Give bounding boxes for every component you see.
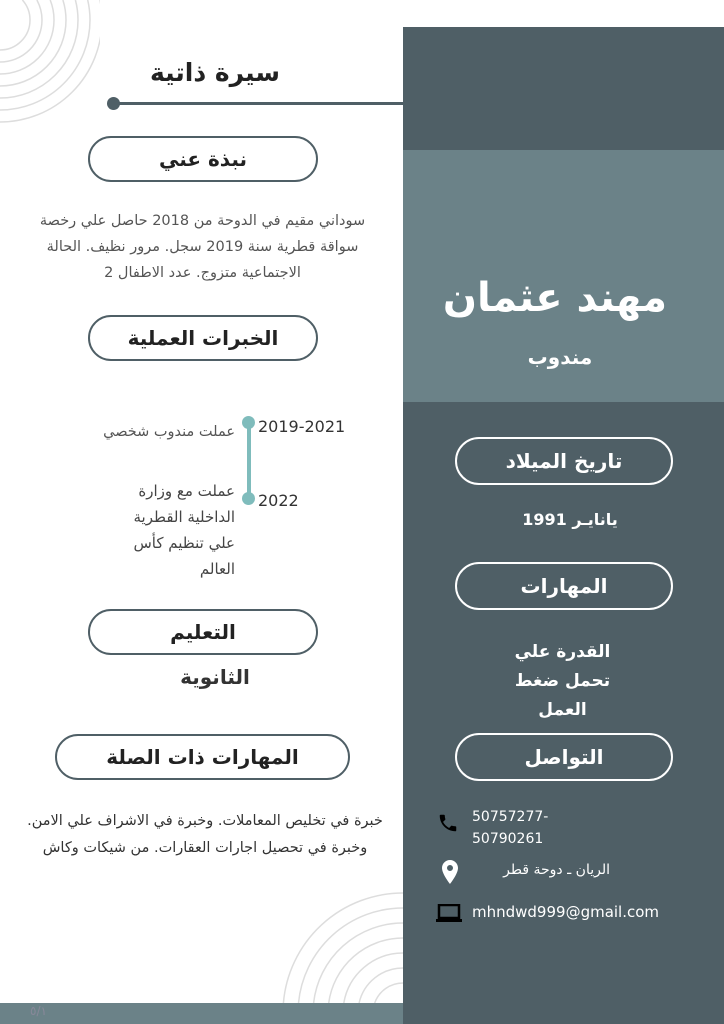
timeline-dot [242, 492, 255, 505]
decorative-arc [0, 0, 90, 110]
decorative-arc [314, 923, 403, 1003]
about-text: سوداني مقيم في الدوحة من 2018 حاصل علي رخصة سواقة قطرية سنة 2019 سجل. مرور نظيف. الحالة الاجتماعية متزوج. عدد الاطفال 2 [39, 213, 366, 281]
related-skills-text: خبرة في تخليص المعاملات. وخبرة في الاشراف علي الامن. وخبرة في تحصيل اجارات العقارات. من شيكات وكاش [27, 813, 383, 856]
person-name: مهند عثمان [442, 275, 668, 321]
birth-value: يانايـر 1991 [522, 510, 618, 529]
timeline-line [247, 422, 251, 498]
title-dot [107, 97, 120, 110]
laptop-icon [436, 904, 462, 922]
phone-icon [437, 812, 459, 834]
experience-year: 2019-2021 [258, 417, 346, 436]
about-heading: نبذة عني [88, 136, 318, 182]
experience-desc: عملت مندوب شخصي [103, 424, 235, 440]
contact-email[interactable]: mhndwd999@gmail.com [472, 903, 660, 921]
job-title: مندوب [527, 345, 593, 369]
skills-value: القدرة علي تحمل ضغط العمل [514, 642, 611, 720]
decorative-circles [0, 0, 100, 125]
contact-phone: 50757277- 50790261 [472, 809, 549, 847]
decorative-arc [0, 0, 30, 50]
location-pin-icon [442, 860, 458, 884]
contact-location: الريان ـ دوحة قطر [503, 862, 610, 878]
decorative-arc [0, 0, 42, 62]
decorative-arc [359, 968, 403, 1003]
birth-heading: تاريخ الميلاد [455, 437, 673, 485]
decorative-circles [280, 890, 403, 1003]
decorative-arc [344, 953, 403, 1003]
sidebar-top [403, 27, 724, 150]
education-value: الثانوية [180, 665, 250, 689]
footer-bar [0, 1003, 403, 1024]
experience-heading: الخبرات العملية [88, 315, 318, 361]
timeline-dot [242, 416, 255, 429]
page-number: ٥/١ [30, 1004, 47, 1018]
decorative-arc [375, 983, 403, 1003]
contact-heading: التواصل [455, 733, 673, 781]
education-heading: التعليم [88, 609, 318, 655]
experience-desc: عملت مع وزارة الداخلية القطرية علي تنظيم كأس العالم [133, 482, 235, 578]
decorative-arc [0, 0, 100, 122]
decorative-arc [329, 938, 403, 1003]
title-line [113, 102, 403, 105]
decorative-arc [0, 0, 54, 74]
skills-heading: المهارات [455, 562, 673, 610]
related-skills-heading: المهارات ذات الصلة [55, 734, 350, 780]
page-title: سيرة ذاتية [150, 58, 280, 87]
experience-year: 2022 [258, 491, 299, 510]
